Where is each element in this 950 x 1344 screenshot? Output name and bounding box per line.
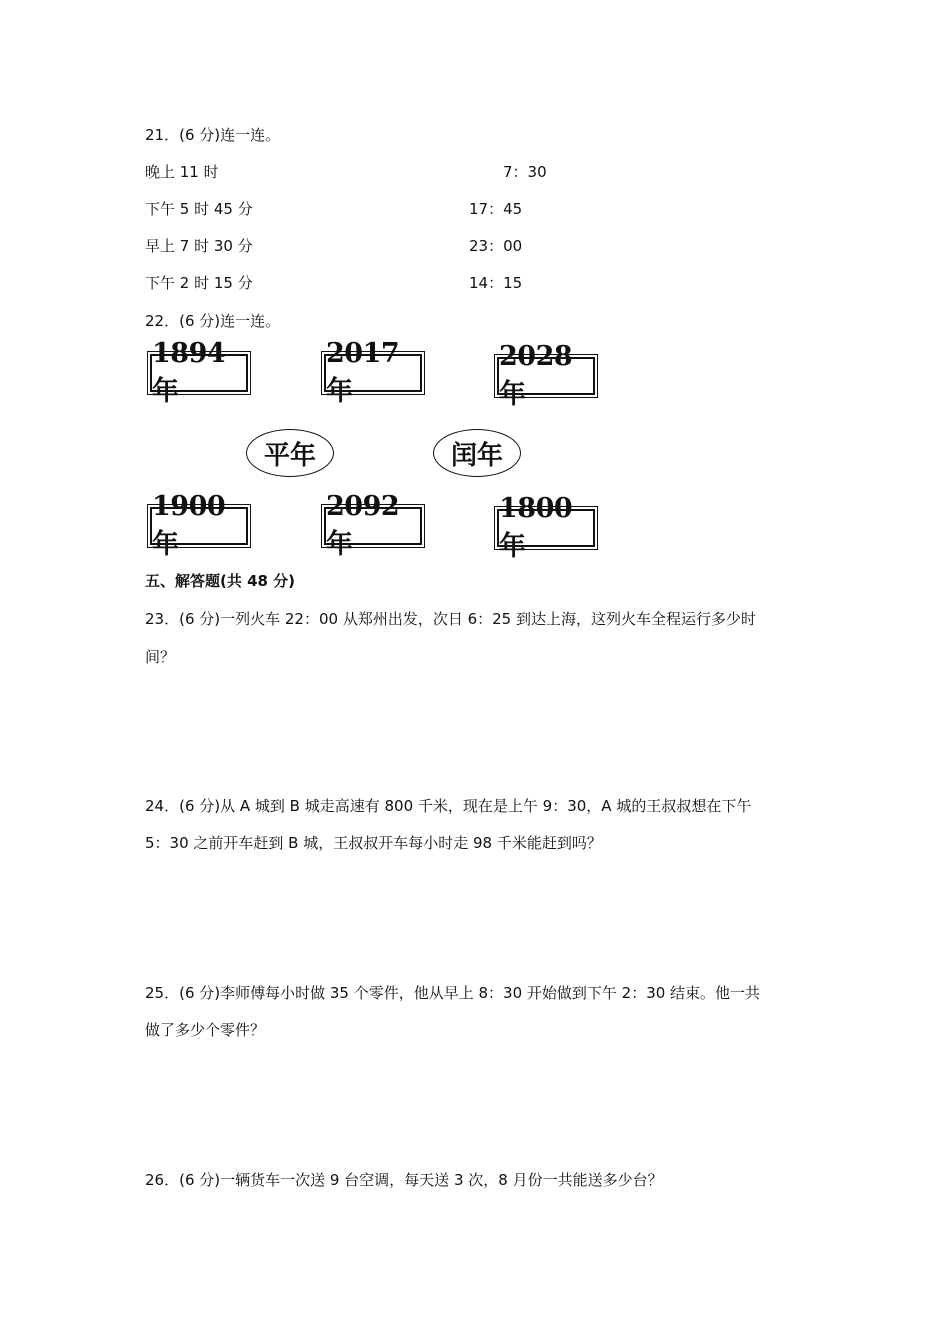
q23-line-1: 23．(6 分)一列火车 22：00 从郑州出发，次日 6：25 到达上海，这列火车全程运行多少时 [145, 610, 756, 628]
q21-right-item-2: 17：45 [469, 200, 523, 218]
q22-title: 22．(6 分)连一连。 [145, 312, 281, 330]
q21-right-item-3: 23：00 [469, 237, 523, 255]
year-box-2028: 2028 年 [497, 357, 595, 395]
q21-left-item-1: 晚上 11 时 [145, 163, 219, 181]
q21-right-item-1: 7：30 [503, 163, 547, 181]
year-box-2017: 2017 年 [324, 354, 422, 392]
q21-left-item-3: 早上 7 时 30 分 [145, 237, 253, 255]
q25-line-2: 做了多少个零件？ [145, 1021, 266, 1039]
year-box-1800: 1800 年 [497, 509, 595, 547]
q25-line-1: 25．(6 分)李师傅每小时做 35 个零件，他从早上 8：30 开始做到下午 2：30 结束。他一共 [145, 984, 761, 1002]
year-box-1894: 1894 年 [150, 354, 248, 392]
q24-line-1: 24．(6 分)从 A 城到 B 城走高速有 800 千米，现在是上午 9：30，A 城的王叔叔想在下午 [145, 797, 752, 815]
q21-right-item-4: 14：15 [469, 274, 523, 292]
q21-left-item-4: 下午 2 时 15 分 [145, 274, 253, 292]
oval-leap-year: 闰年 [433, 429, 521, 477]
q24-line-2: 5：30 之前开车赶到 B 城，王叔叔开车每小时走 98 千米能赶到吗？ [145, 834, 602, 852]
q21-title: 21．(6 分)连一连。 [145, 126, 281, 144]
year-box-1900: 1900 年 [150, 507, 248, 545]
q21-left-item-2: 下午 5 时 45 分 [145, 200, 253, 218]
oval-common-year: 平年 [246, 429, 334, 477]
year-box-2092: 2092 年 [324, 507, 422, 545]
q23-line-2: 间？ [145, 648, 176, 666]
q26-line-1: 26．(6 分)一辆货车一次送 9 台空调，每天送 3 次，8 月份一共能送多少台？ [145, 1171, 663, 1189]
section-heading: 五、解答题(共 48 分) [145, 572, 296, 590]
